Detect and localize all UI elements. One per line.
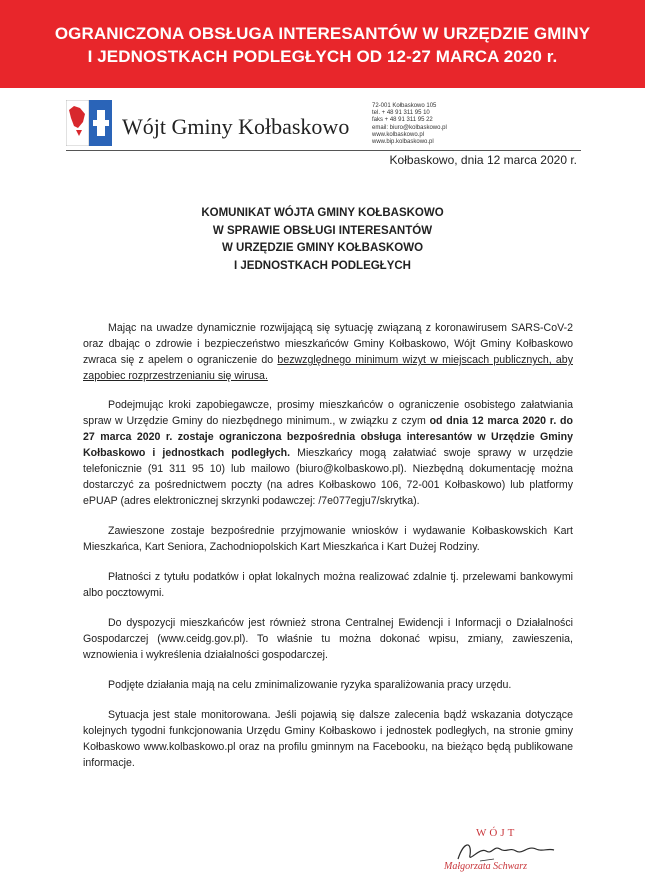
contact-block [372,103,447,146]
header-divider [66,150,581,151]
coat-of-arms-icon [66,100,112,146]
letterhead [66,100,586,150]
contact-line: 72-001 Kołbaskowo 105 [372,103,437,109]
banner-line-1: OGRANICZONA OBSŁUGA INTERESANTÓW W URZĘDZIE GMINY [54,24,591,43]
document-title [0,205,645,275]
paragraph-restrictions [83,397,573,509]
signature-stamp [440,827,570,885]
signature-title: WÓJT [476,827,518,839]
title-line: I JEDNOSTKACH PODLEGŁYCH [234,259,411,272]
paragraph-cards: Zawieszone zostaje bezpośrednie przyjmowanie wniosków i wydawanie Kołbaskowskich Kart Mieszkańca, Kart Seniora, Zachodniopolskich Kart Mieszkańca i Kart Dużej Rodziny. [83,525,573,553]
paragraph-text: Mając na uwadze dynamicznie rozwijającą się sytuację związaną z koronawirusem SARS-CoV-2 oraz dbając o zdrowie i bezpieczeństwo mieszkańców Gminy Kołbaskowo, Wójt Gminy Kołbaskowo zwraca się z apelem o ograniczenie do [83,322,573,366]
banner-line-2: I JEDNOSTKACH PODLEGŁYCH OD 12-27 MARCA 2020 r. [87,47,558,66]
document-body [83,320,573,785]
paragraph-goal: Podjęte działania mają na celu zminimalizowanie ryzyka sparaliżowania pracy urzędu. [108,679,512,691]
dateline: Kołbaskowo, dnia 12 marca 2020 r. [389,153,577,167]
paragraph-monitoring: Sytuacja jest stale monitorowana. Jeśli pojawią się dalsze zalecenia bądź wskazania dotyczące kolejnych tygodni funkcjonowania Urzędu Gminy Kołbaskowo i jednostek podległych, na stronie gminy Kołbaskowo www.kolbaskowo.pl oraz na profilu gminnym na Facebooku, na bieżąco będą publikowane informacje. [83,709,573,769]
underlined-text: bezwzględnego minimum wizyt w miejscach publicznych, aby zapobiec rozprzestrzenianiu się wirusa. [83,354,573,382]
contact-line: email: biuro@kolbaskowo.pl [372,124,447,131]
contact-line: tel. + 48 91 311 95 10 [372,110,430,117]
announcement-banner [0,0,645,88]
org-name: Wójt Gminy Kołbaskowo [122,114,350,139]
bold-text: od dnia 12 marca 2020 r. do 27 marca 2020 r. zostaje ograniczona bezpośrednia obsługa interesantów w Urzędzie Gminy Kołbaskowo i jednostkach podległych. [83,415,573,459]
paragraph-ceidg: Do dyspozycji mieszkańców jest również strona Centralnej Ewidencji i Informacji o Działalności Gospodarczej (www.ceidg.gov.pl). To właśnie tu można dokonać wpisu, zmiany, zawieszenia, wznowienia i wykreślenia działalności gospodarczej. [83,617,573,661]
contact-line: faks + 48 91 311 95 22 [372,117,433,124]
paragraph-text: Podejmując kroki zapobiegawcze, prosimy mieszkańców o ograniczenie osobistego załatwiania spraw w Urzędzie Gminy do niezbędnego minimum., w związku z czym [83,399,573,427]
contact-line: www.kolbaskowo.pl [372,131,425,138]
paragraph-text: Mieszkańcy mogą załatwiać swoje sprawy w urzędzie telefonicznie (91 311 95 10) lub mailowo (biuro@kolbaskowo.pl). Niezbędną dokumentację można dostarczyć za pośrednictwem poczty (na adres Kołbaskowo 106, 72-001 Kołbaskowo) lub platformy ePUAP (adres elektronicznej skrzynki podawczej: /7e077egju7/skrytka). [83,447,574,507]
paragraph-intro [83,320,573,384]
title-line: KOMUNIKAT WÓJTA GMINY KOŁBASKOWO [201,207,444,219]
signature-name: Małgorzata Schwarz [444,861,528,872]
title-line: W SPRAWIE OBSŁUGI INTERESANTÓW [212,224,433,237]
title-line: W URZĘDZIE GMINY KOŁBASKOWO [221,242,424,254]
contact-line: www.bip.kolbaskowo.pl [372,139,434,146]
paragraph-payments: Płatności z tytułu podatków i opłat lokalnych można realizować zdalnie tj. przelewami bankowymi albo pocztowymi. [83,571,573,599]
